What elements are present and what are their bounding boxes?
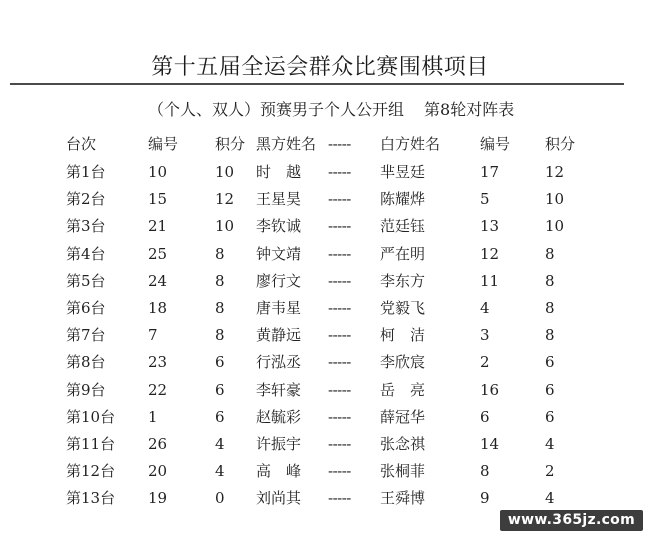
row-white-points: 8 — [545, 245, 555, 263]
row-white-points: 2 — [545, 462, 555, 480]
header-black-number: 编号 — [148, 135, 179, 153]
row-separator: ----- — [328, 489, 351, 507]
row-black-name: 时 越 — [256, 163, 302, 181]
row-white-number: 11 — [480, 272, 500, 290]
row-separator: ----- — [328, 435, 351, 453]
row-white-number: 3 — [480, 326, 490, 344]
row-separator: ----- — [328, 381, 351, 399]
row-black-name: 李钦诚 — [256, 217, 302, 235]
row-black-number: 22 — [148, 381, 168, 399]
row-table-label: 第3台 — [66, 217, 106, 235]
header-separator: ----- — [328, 135, 351, 153]
row-black-number: 24 — [148, 272, 168, 290]
row-white-name: 薛冠华 — [380, 408, 426, 426]
row-table-label: 第5台 — [66, 272, 106, 290]
row-black-points: 8 — [215, 272, 225, 290]
row-black-name: 王星昊 — [256, 190, 302, 208]
header-white-name: 白方姓名 — [380, 135, 441, 153]
row-black-points: 8 — [215, 326, 225, 344]
row-table-label: 第1台 — [66, 163, 106, 181]
row-white-points: 10 — [545, 217, 565, 235]
row-white-name: 柯 洁 — [380, 326, 426, 344]
row-white-points: 4 — [545, 489, 555, 507]
row-black-name: 许振宇 — [256, 435, 302, 453]
row-white-number: 14 — [480, 435, 500, 453]
row-white-points: 4 — [545, 435, 555, 453]
row-separator: ----- — [328, 190, 351, 208]
row-separator: ----- — [328, 408, 351, 426]
row-black-points: 4 — [215, 435, 225, 453]
row-white-name: 陈耀烨 — [380, 190, 426, 208]
row-black-points: 10 — [215, 217, 235, 235]
row-separator: ----- — [328, 163, 351, 181]
row-white-name: 党毅飞 — [380, 299, 426, 317]
row-white-number: 6 — [480, 408, 490, 426]
row-white-number: 16 — [480, 381, 500, 399]
row-black-name: 廖行文 — [256, 272, 302, 290]
row-black-points: 6 — [215, 381, 225, 399]
row-black-name: 黄静远 — [256, 326, 302, 344]
row-white-points: 8 — [545, 272, 555, 290]
row-black-number: 20 — [148, 462, 168, 480]
row-black-number: 1 — [148, 408, 158, 426]
row-black-number: 10 — [148, 163, 168, 181]
row-white-name: 芈昱廷 — [380, 163, 426, 181]
page-subtitle — [148, 97, 514, 120]
row-white-name: 张念祺 — [380, 435, 426, 453]
row-separator: ----- — [328, 462, 351, 480]
row-white-number: 17 — [480, 163, 500, 181]
row-table-label: 第11台 — [66, 435, 116, 453]
row-table-label: 第12台 — [66, 462, 116, 480]
row-table-label: 第10台 — [66, 408, 116, 426]
row-white-points: 10 — [545, 190, 565, 208]
row-table-label: 第4台 — [66, 245, 106, 263]
row-black-number: 25 — [148, 245, 168, 263]
header-white-points: 积分 — [545, 135, 576, 153]
subtitle-group: （个人、双人）预赛男子个人公开组 — [148, 100, 405, 119]
header-table: 台次 — [66, 135, 97, 153]
row-white-name: 范廷钰 — [380, 217, 426, 235]
row-white-points: 8 — [545, 299, 555, 317]
row-separator: ----- — [328, 272, 351, 290]
row-white-number: 13 — [480, 217, 500, 235]
site-watermark: www.365jz.com — [500, 510, 643, 531]
row-black-number: 21 — [148, 217, 168, 235]
row-black-points: 8 — [215, 299, 225, 317]
row-table-label: 第8台 — [66, 353, 106, 371]
row-separator: ----- — [328, 299, 351, 317]
row-separator: ----- — [328, 326, 351, 344]
row-black-points: 0 — [215, 489, 225, 507]
row-black-points: 6 — [215, 353, 225, 371]
row-black-name: 李轩豪 — [256, 381, 302, 399]
row-table-label: 第7台 — [66, 326, 106, 344]
row-black-name: 钟文靖 — [256, 245, 302, 263]
row-black-number: 18 — [148, 299, 168, 317]
row-black-name: 赵毓彩 — [256, 408, 302, 426]
row-black-number: 15 — [148, 190, 168, 208]
row-white-number: 8 — [480, 462, 490, 480]
row-table-label: 第9台 — [66, 381, 106, 399]
header-black-name: 黑方姓名 — [256, 135, 317, 153]
row-black-points: 10 — [215, 163, 235, 181]
row-white-number: 9 — [480, 489, 490, 507]
row-black-number: 26 — [148, 435, 168, 453]
row-black-name: 刘尚其 — [256, 489, 302, 507]
row-table-label: 第6台 — [66, 299, 106, 317]
row-black-points: 8 — [215, 245, 225, 263]
row-white-name: 严在明 — [380, 245, 426, 263]
row-black-name: 唐韦星 — [256, 299, 302, 317]
title-divider — [10, 83, 624, 85]
row-black-name: 行泓丞 — [256, 353, 302, 371]
row-black-number: 23 — [148, 353, 168, 371]
row-black-points: 4 — [215, 462, 225, 480]
row-black-points: 12 — [215, 190, 235, 208]
row-white-points: 12 — [545, 163, 565, 181]
header-black-points: 积分 — [215, 135, 246, 153]
row-white-points: 8 — [545, 326, 555, 344]
row-black-number: 19 — [148, 489, 168, 507]
row-white-number: 12 — [480, 245, 500, 263]
row-separator: ----- — [328, 353, 351, 371]
row-table-label: 第13台 — [66, 489, 116, 507]
row-white-number: 5 — [480, 190, 490, 208]
subtitle-round: 第8轮对阵表 — [424, 100, 515, 119]
row-white-points: 6 — [545, 353, 555, 371]
row-separator: ----- — [328, 245, 351, 263]
row-white-points: 6 — [545, 381, 555, 399]
row-white-number: 2 — [480, 353, 490, 371]
row-white-name: 张桐菲 — [380, 462, 426, 480]
row-white-name: 李东方 — [380, 272, 426, 290]
row-black-number: 7 — [148, 326, 158, 344]
row-white-name: 王舜博 — [380, 489, 426, 507]
row-table-label: 第2台 — [66, 190, 106, 208]
row-black-points: 6 — [215, 408, 225, 426]
row-separator: ----- — [328, 217, 351, 235]
header-white-number: 编号 — [480, 135, 511, 153]
row-white-name: 李欣宸 — [380, 353, 426, 371]
page-title: 第十五届全运会群众比赛围棋项目 — [151, 55, 489, 80]
row-black-name: 高 峰 — [256, 462, 302, 480]
row-white-number: 4 — [480, 299, 490, 317]
row-white-name: 岳 亮 — [380, 381, 426, 399]
row-white-points: 6 — [545, 408, 555, 426]
